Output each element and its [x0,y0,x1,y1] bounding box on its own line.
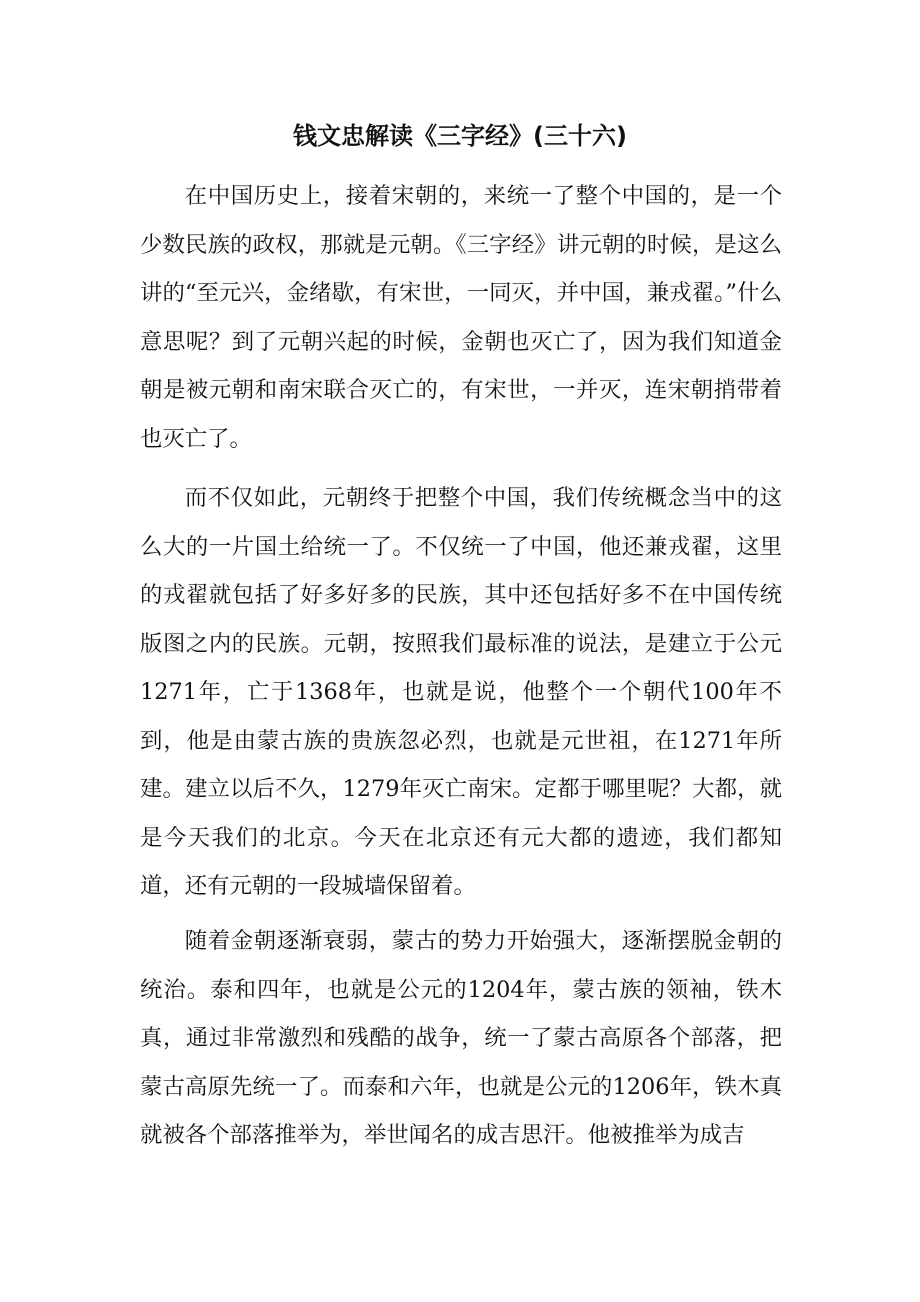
document-title: 钱文忠解读《三字经》(三十六) [293,122,627,150]
paragraph-1: 在中国历史上，接着宋朝的，来统一了整个中国的，是一个少数民族的政权，那就是元朝。《三字经》讲元朝的时候，是这么讲的“至元兴，金绪歇，有宋世，一同灭，并中国，兼戎翟。”什么意思呢？到了元朝兴起的时候，金朝也灭亡了，因为我们知道金朝是被元朝和南宋联合灭亡的，有宋世，一并灭，连宋朝捎带着也灭亡了。 [140,183,782,452]
paragraph-2: 而不仅如此，元朝终于把整个中国，我们传统概念当中的这么大的一片国土给统一了。不仅统一了中国，他还兼戎翟，这里的戎翟就包括了好多好多的民族，其中还包括好多不在中国传统版图之内的民族。元朝，按照我们最标准的说法，是建立于公元1271年，亡于1368年，也就是说，他整个一个朝代100年不到，他是由蒙古族的贵族忽必烈，也就是元世祖，在1271年所建。建立以后不久，1279年灭亡南宋。定都于哪里呢？大都，就是今天我们的北京。今天在北京还有元大都的遗迹，我们都知道，还有元朝的一段城墙保留着。 [140,485,782,899]
paragraph-3: 随着金朝逐渐衰弱，蒙古的势力开始强大，逐渐摆脱金朝的统治。泰和四年，也就是公元的1204年，蒙古族的领袖，铁木真，通过非常激烈和残酷的战争，统一了蒙古高原各个部落，把蒙古高原先统一了。而泰和六年，也就是公元的1206年，铁木真就被各个部落推举为，举世闻名的成吉思汗。他被推举为成吉 [140,928,782,1148]
